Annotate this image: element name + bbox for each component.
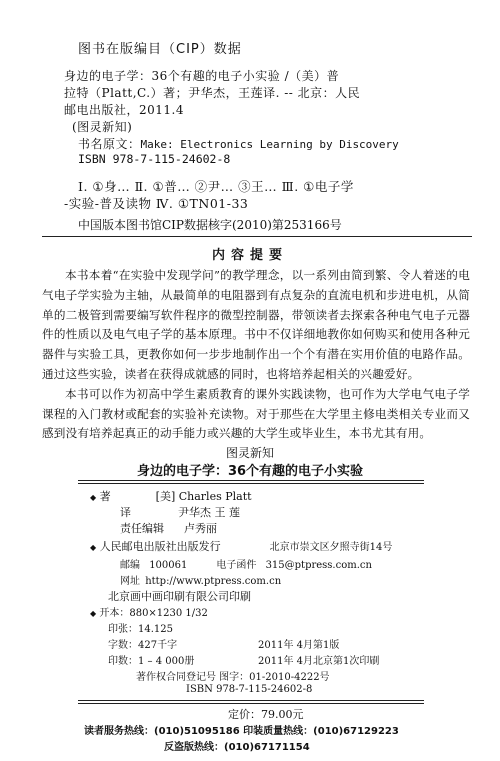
publisher-row: [90, 538, 392, 554]
publisher-name: 人民邮电出版社出版发行: [99, 540, 221, 553]
colophon-isbn: ISBN 978-7-115-24602-8: [186, 684, 313, 695]
colophon-series: 图灵新知: [225, 446, 274, 460]
postcode-value: 100061: [149, 560, 188, 571]
author-label: 著: [99, 490, 111, 503]
diamond-bullet-icon: ◆: [90, 609, 97, 618]
translator-row: [120, 504, 240, 520]
editor-name: 卢秀丽: [184, 522, 217, 535]
edition-value: 2011年 4月第1版: [258, 640, 340, 651]
translator-name: 尹华杰 王 莲: [178, 506, 240, 519]
print-row: [108, 652, 379, 667]
translator-label: 译: [120, 506, 131, 519]
cip-original-title: [78, 135, 399, 152]
author-name: [美] Charles Platt: [155, 490, 252, 503]
words-row: [108, 636, 339, 651]
postcode-row: [120, 556, 372, 571]
web-value: http://www.ptpress.com.cn: [145, 576, 282, 587]
printer-row: 北京画中画印刷有限公司印刷: [108, 590, 251, 603]
section-divider: [42, 236, 472, 237]
editor-row: [120, 520, 217, 536]
cip-line-3: 邮电出版社，2011.4: [64, 103, 184, 117]
cip-title: 图书在版编目（CIP）数据: [78, 42, 242, 57]
summary-heading: 内容提要: [211, 248, 288, 263]
cip-line-2: 拉特（Platt,C.）著；尹华杰，王莲译. -- 北京：人民: [64, 86, 361, 100]
summary-body: [42, 266, 470, 444]
colophon-top-rule: [78, 480, 424, 484]
summary-paragraph-2: 本书可以作为初高中学生素质教育的课外实践读物，也可作为大学电气电子学课程的入门教材或配套的实验补充读物。对于那些在大学里主修电类相关专业而又感到没有培养起真正的动手能力或兴趣的大学生或毕业生，本书尤其有用。: [42, 386, 470, 441]
web-row: [120, 572, 281, 587]
print-count: 印数：1 – 4 000册: [108, 656, 195, 667]
sheets-row: 印张：14.125: [108, 624, 173, 635]
email-value: 315@ptpress.com.cn: [265, 560, 372, 571]
format-row: [90, 604, 208, 619]
cip-isbn: ISBN 978-7-115-24602-8: [78, 152, 231, 166]
service-hotlines: 读者服务热线：(010)51095186 印装质量热线：(010)67129223: [84, 726, 399, 737]
summary-paragraph-1: 本书本着“在实验中发现学问”的教学理念，以一系列由简到繁、令人着迷的电气电子学实验为主轴，从最简单的电阻器到有点复杂的直流电机和步进电机，从简单的二极管到需要编写软件程序的微型控制器，带领读者去探索各种电气电子元器件的性质以及电气电子学的基本原理。书中不仅详细地教你如何购买和使用各种元器件与实验工具，更教你如何一步步地制作出一个个有潜在实用价值的电路作品。通过这些实验，读者在获得成就感的同时，也将培养起相关的兴趣爱好。: [42, 268, 470, 381]
print-date: 2011年 4月北京第1次印刷: [258, 656, 380, 667]
anti-piracy-hotline: 反盗版热线：(010)67171154: [164, 742, 310, 753]
diamond-bullet-icon: ◆: [90, 543, 97, 552]
web-label: 网址: [120, 576, 140, 587]
words-value: 字数：427千字: [108, 640, 178, 651]
colophon-bottom-rule: [78, 700, 424, 704]
diamond-bullet-icon: ◆: [90, 493, 97, 502]
author-row: [90, 488, 252, 504]
original-title-text: Make: Electronics Learning by Discovery: [140, 138, 399, 151]
price: 定价：79.00元: [228, 708, 304, 721]
cip-classification-2: -实验-普及读物 Ⅳ. ①TN01-33: [64, 196, 249, 211]
publisher-address: 北京市崇文区夕照寺街14号: [269, 542, 393, 553]
cip-classification-1: Ⅰ. ①身… Ⅱ. ①普… ②尹… ③王… Ⅲ. ①电子学: [78, 179, 354, 194]
original-title-label: 书名原文：: [78, 137, 141, 151]
copyright-row: 著作权合同登记号 图字：01-2010-4222号: [136, 672, 330, 683]
postcode-label: 邮编: [120, 560, 140, 571]
cip-library-number: 中国版本图书馆CIP数据核字(2010)第253166号: [78, 218, 342, 232]
editor-label: 责任编辑: [120, 522, 164, 535]
cip-line-1: 身边的电子学：36个有趣的电子小实验 /（美）普: [64, 69, 340, 83]
format-value: 开本：880×1230 1/32: [99, 608, 208, 619]
colophon-book-title: 身边的电子学：36个有趣的电子小实验: [136, 464, 364, 479]
cip-series: (图灵新知): [72, 120, 133, 134]
email-label: 电子函件: [216, 560, 257, 571]
